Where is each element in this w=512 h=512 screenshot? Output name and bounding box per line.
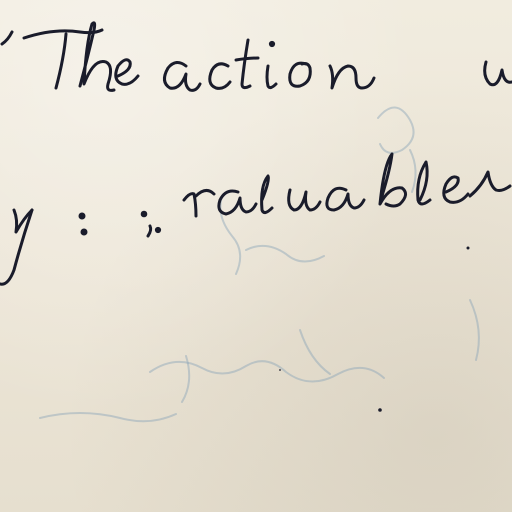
handwritten-line-1 [2, 23, 512, 91]
handwritten-line-2 [0, 154, 510, 284]
